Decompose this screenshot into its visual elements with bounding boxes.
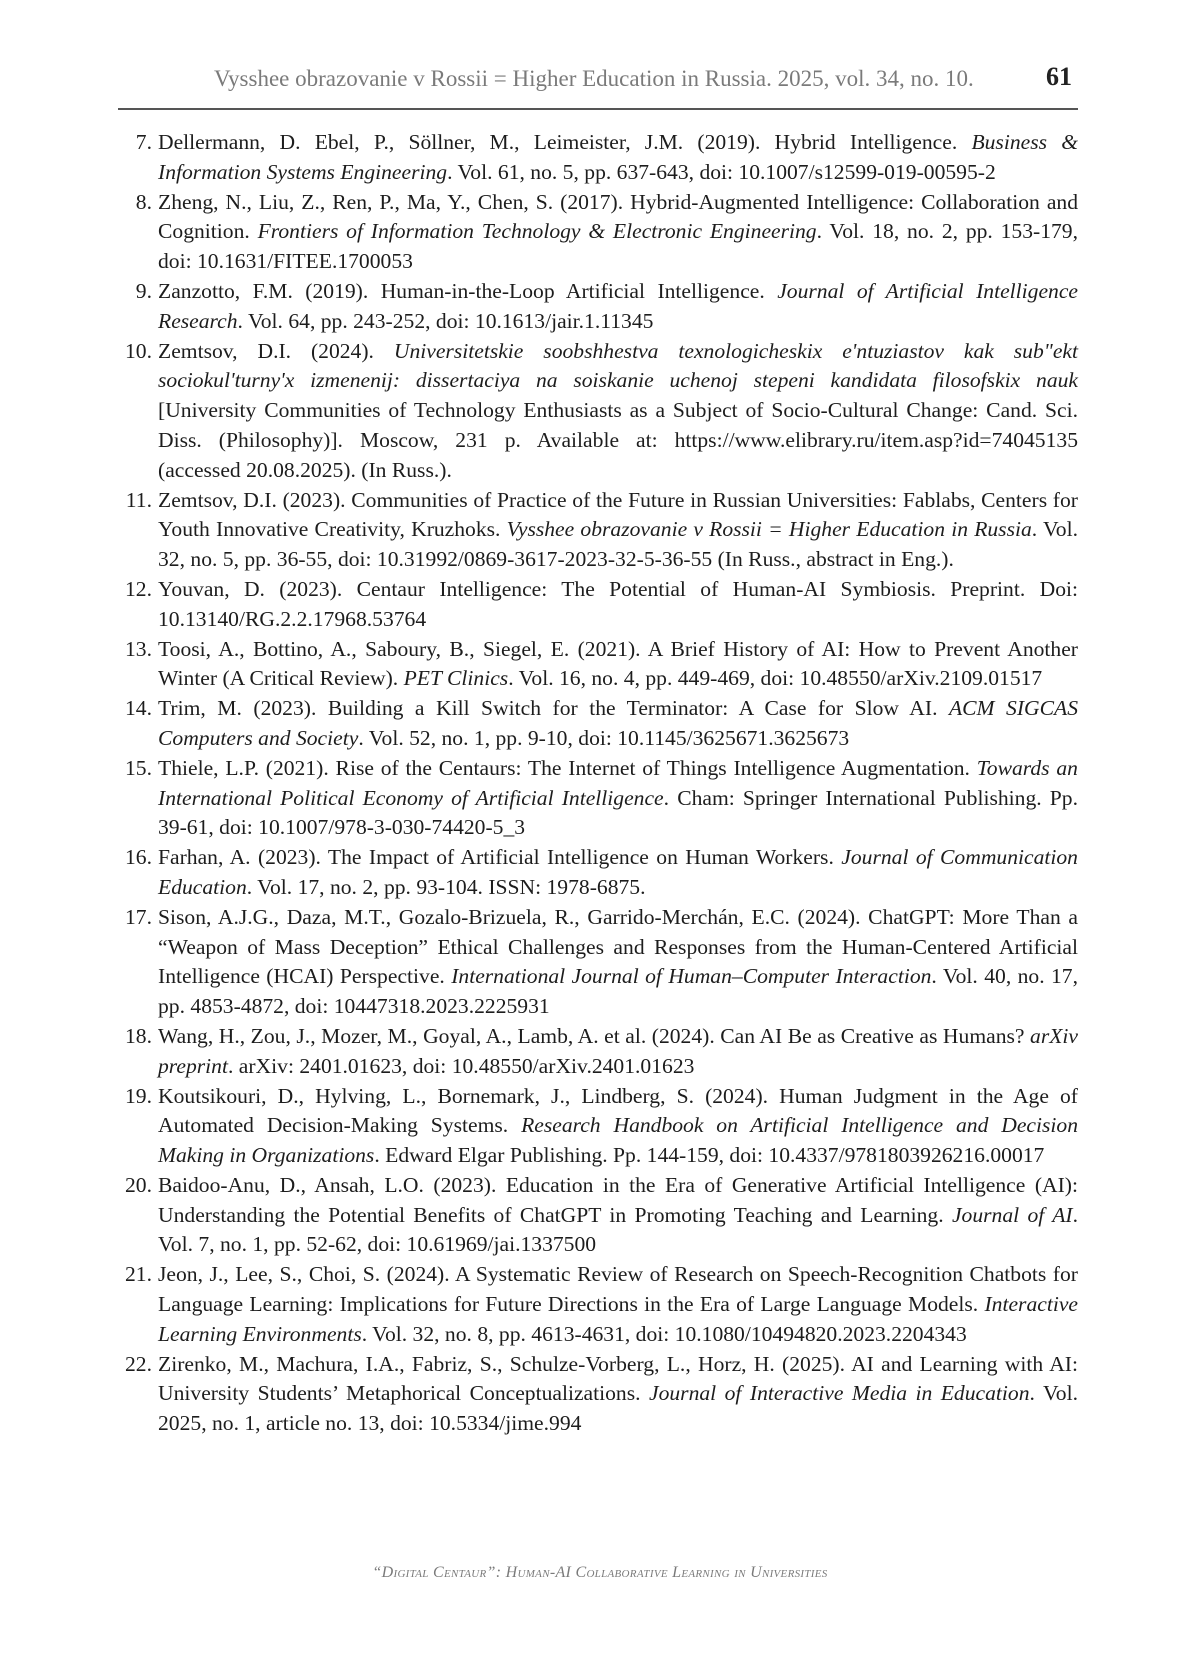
reference-item [118,635,1078,695]
reference-details: . arXiv: 2401.01623, doi: 10.48550/arXiv.2401.01623 [227,1053,695,1078]
reference-number: 19. [125,1083,152,1108]
reference-item [118,277,1078,337]
reference-authors-title: Wang, H., Zou, J., Mozer, M., Goyal, A., Lamb, A. et al. (2024). Can AI Be as Creative as Humans? [158,1023,1031,1048]
reference-details: . Vol. 64, pp. 243-252, doi: 10.1613/jair.1.11345 [237,308,654,333]
reference-number: 17. [125,904,152,929]
reference-authors-title: Baidoo-Anu, D., Ansah, L.O. (2023). Education in the Era of Generative Artificial Intelligence (AI): Understanding the Potential Benefits of ChatGPT in Promoting Teaching and Learning. [158,1172,1078,1227]
reference-item [118,694,1078,754]
reference-authors-title: Youvan, D. (2023). Centaur Intelligence: The Potential of Human-AI Symbiosis. Preprint. Doi: 10.13140/RG.2.2.17968.53764 [158,576,1078,631]
reference-authors-title: Zemtsov, D.I. (2024). [158,338,394,363]
reference-item [118,1260,1078,1349]
reference-number: 18. [125,1023,152,1048]
reference-authors-title: Zheng, N., Liu, Z., Ren, P., Ma, Y., Chen, S. (2017). Hybrid-Augmented Intelligence: Collaboration and Cognition. [158,189,1078,244]
reference-number: 20. [125,1172,152,1197]
reference-authors-title: Trim, M. (2023). Building a Kill Switch for the Terminator: A Case for Slow AI. [158,696,949,721]
reference-number: 13. [125,636,152,661]
reference-source: Towards an International Political Economy of Artificial Intelligence [158,755,1078,810]
reference-details: . Vol. 61, no. 5, pp. 637-643, doi: 10.1007/s12599-019-00595-2 [447,159,996,184]
reference-text [158,754,1078,843]
reference-text [158,337,1078,486]
journal-citation: Vysshee obrazovanie v Rossii = Higher Education in Russia. 2025, vol. 34, no. 10. [214,66,974,91]
reference-item [118,337,1078,486]
reference-number: 21. [125,1262,152,1287]
reference-text [158,128,1078,188]
page-number: 61 [1046,62,1072,91]
reference-source: PET Clinics [403,666,509,691]
reference-text [158,188,1078,277]
reference-number: 10. [125,338,152,363]
reference-number: 22. [125,1351,152,1376]
reference-authors-title: Zemtsov, D.I. (2023). Communities of Practice of the Future in Russian Universities: Fablabs, Centers for Youth Innovative Creativity, Kruzhoks. [158,487,1078,542]
reference-source: Journal of Artificial Intelligence Research [158,278,1078,333]
reference-list [118,128,1078,1439]
reference-text [158,843,1078,903]
reference-authors-title: Toosi, A., Bottino, A., Saboury, B., Siegel, E. (2021). A Brief History of AI: How to Prevent Another Winter (A Critical Review). [158,636,1078,691]
reference-item [118,486,1078,575]
reference-details: . Vol. 17, no. 2, pp. 93-104. ISSN: 1978-6875. [246,874,646,899]
reference-authors-title: Farhan, A. (2023). The Impact of Artificial Intelligence on Human Workers. [158,845,842,870]
reference-details: . Vol. 7, no. 1, pp. 52-62, doi: 10.61969/jai.1337500 [158,1202,1078,1257]
reference-authors-title: Sison, A.J.G., Daza, M.T., Gozalo-Brizuela, R., Garrido-Merchán, E.C. (2024). ChatGPT: More Than a “Weapon of Mass Deception” Ethical Challenges and Responses from the Human-Centered Artificial Intelligence (HCAI) Perspective. [158,904,1078,989]
reference-number: 8. [135,189,152,214]
reference-source: Interactive Learning Environments [158,1292,1078,1346]
reference-source: International Journal of Human–Computer Interaction [451,964,932,989]
reference-authors-title: Dellermann, D. Ebel, P., Söllner, M., Leimeister, J.M. (2019). Hybrid Intelligence. [158,130,972,154]
reference-number: 11. [125,487,152,512]
reference-item [118,843,1078,903]
reference-authors-title: Zanzotto, F.M. (2019). Human-in-the-Loop Artificial Intelligence. [158,278,778,303]
reference-text [158,1350,1078,1439]
reference-authors-title: Koutsikouri, D., Hylving, L., Bornemark, J., Lindberg, S. (2024). Human Judgment in the Age of Automated Decision-Making Systems. [158,1083,1078,1138]
reference-text [158,1260,1078,1349]
reference-details: . Vol. 32, no. 8, pp. 4613-4631, doi: 10.1080/10494820.2023.2204343 [361,1321,967,1346]
reference-text [158,575,1078,635]
reference-details: . Vol. 52, no. 1, pp. 9-10, doi: 10.1145/3625671.3625673 [358,725,850,750]
reference-source: Journal of Interactive Media in Education [649,1381,1030,1406]
reference-item [118,188,1078,277]
reference-source: Frontiers of Information Technology & Electronic Engineering [257,219,817,244]
reference-source: Journal of AI [951,1202,1073,1227]
reference-item [118,903,1078,1022]
reference-authors-title: Zirenko, M., Machura, I.A., Fabriz, S., Schulze-Vorberg, L., Horz, H. (2025). AI and Learning with AI: University Students’ Metaphorical Conceptualizations. [158,1351,1078,1406]
running-footer: “Digital Centaur”: Human-AI Collaborative Learning in Universities [372,1564,828,1581]
reference-text [158,1082,1078,1171]
reference-source: Universitetskie soobshhestva texnologicheskix e'ntuziastov kak sub"ekt sociokul'turny'x izmenenij: dissertaciya na soiskanie uchenoj stepeni kandidata filosofskix nauk [158,338,1079,393]
reference-text [158,1171,1078,1260]
reference-details: . Vol. 16, no. 4, pp. 449-469, doi: 10.48550/arXiv.2109.01517 [508,666,1043,691]
reference-text [158,1022,1078,1082]
reference-source: Research Handbook on Artificial Intelligence and Decision Making in Organizations [158,1113,1078,1168]
reference-number: 7. [135,130,152,154]
reference-item [118,1171,1078,1260]
reference-details: . Vol. 32, no. 5, pp. 36-55, doi: 10.31992/0869-3617-2023-32-5-36-55 (In Russ., abstract in Eng.). [158,517,1079,572]
reference-number: 9. [135,278,152,303]
reference-details: . Edward Elgar Publishing. Pp. 144-159, doi: 10.4337/9781803926216.00017 [374,1143,1045,1168]
reference-details: . Vol. 2025, no. 1, article no. 13, doi: 10.5334/jime.994 [158,1381,1078,1436]
reference-authors-title: Thiele, L.P. (2021). Rise of the Centaurs: The Internet of Things Intelligence Augmentation. [158,755,977,780]
reference-authors-title: Jeon, J., Lee, S., Choi, S. (2024). A Systematic Review of Research on Speech-Recognition Chatbots for Language Learning: Implications for Future Directions in the Era of Large Language Models. [158,1262,1078,1317]
reference-item [118,1022,1078,1082]
reference-details: . Vol. 40, no. 17, pp. 4853-4872, doi: 10447318.2023.2225931 [158,964,1078,1019]
reference-text [158,486,1078,575]
reference-number: 15. [125,755,152,780]
reference-item [118,754,1078,843]
reference-number: 14. [125,696,152,721]
reference-text [158,277,1078,337]
reference-number: 12. [125,576,152,601]
reference-source: ACM SIGCAS Computers and Society [158,696,1079,750]
running-header [118,58,1078,110]
reference-source: arXiv preprint [158,1023,1078,1078]
reference-details: [University Communities of Technology Enthusiasts as a Subject of Socio-Cultural Change: Cand. Sci. Diss. (Philosophy)]. Moscow, 231 p. Available at: https://www.elibrary.ru/item.asp?id=74045135 (accessed 20.08.2025). (In Russ.). [158,398,1078,482]
reference-source: Vysshee obrazovanie v Rossii = Higher Education in Russia [506,517,1032,542]
reference-details: . Cham: Springer International Publishing. Pp. 39-61, doi: 10.1007/978-3-030-74420-5_3 [158,785,1078,840]
reference-text [158,635,1078,695]
reference-item [118,1350,1078,1439]
reference-source: Journal of Communication Education [158,845,1078,899]
reference-text [158,694,1078,754]
reference-item [118,128,1078,188]
reference-item [118,575,1078,635]
reference-source: Business & Information Systems Engineering [158,130,1079,184]
reference-details: . Vol. 18, no. 2, pp. 153-179, doi: 10.1631/FITEE.1700053 [158,219,1078,274]
reference-number: 16. [125,845,152,870]
reference-item [118,1082,1078,1171]
reference-text [158,903,1078,1022]
